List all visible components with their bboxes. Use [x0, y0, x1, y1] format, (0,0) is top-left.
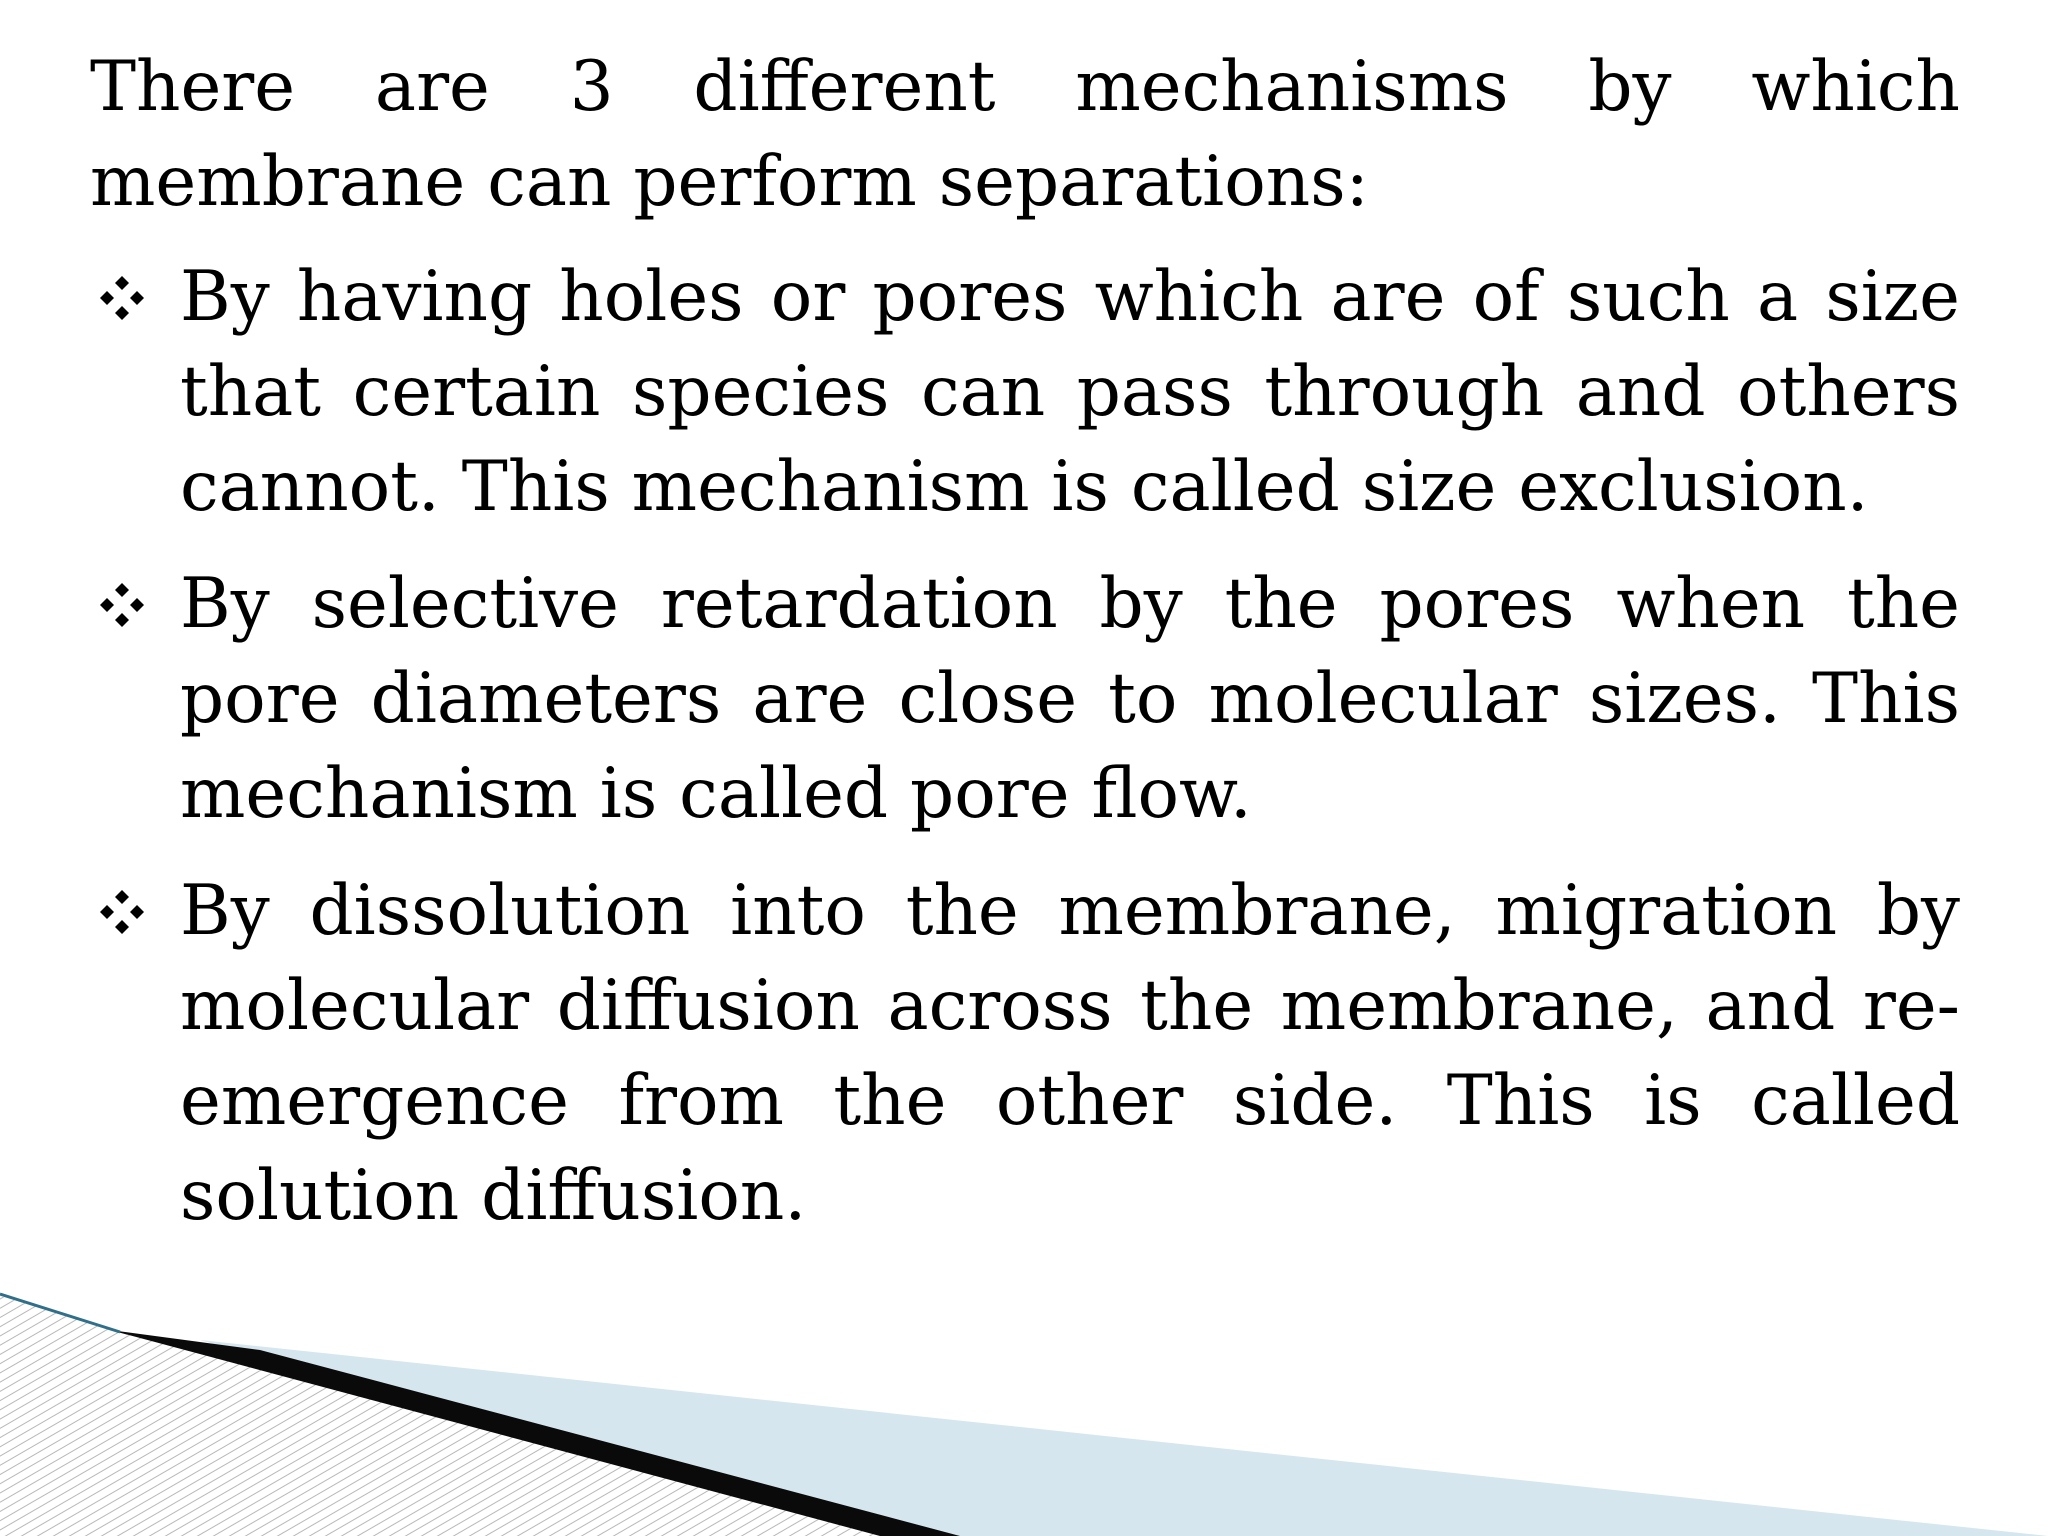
bullet-text: By selective retardation by the pores when the pore diameters are close to molecular sizes. This mechanism is called pore flow.	[180, 564, 1960, 834]
bullet-item-pore-flow	[90, 557, 1960, 842]
intro-paragraph: There are 3 different mechanisms by which membrane can perform separations:	[90, 47, 1960, 222]
bullet-text: By dissolution into the membrane, migration by molecular diffusion across the membrane, and re-emergence from the other side. This is called solution diffusion.	[180, 871, 1960, 1236]
four-diamond-bullet-icon	[96, 579, 148, 631]
slide-footer-decoration	[0, 1280, 2048, 1536]
four-diamond-bullet-icon	[96, 272, 148, 324]
four-diamond-bullet-icon	[96, 886, 148, 938]
bullet-item-size-exclusion	[90, 250, 1960, 535]
bullet-item-solution-diffusion	[90, 864, 1960, 1244]
slide-body	[90, 40, 1960, 1266]
bullet-text: By having holes or pores which are of such a size that certain species can pass through and others cannot. This mechanism is called size exclusion.	[180, 257, 1960, 527]
